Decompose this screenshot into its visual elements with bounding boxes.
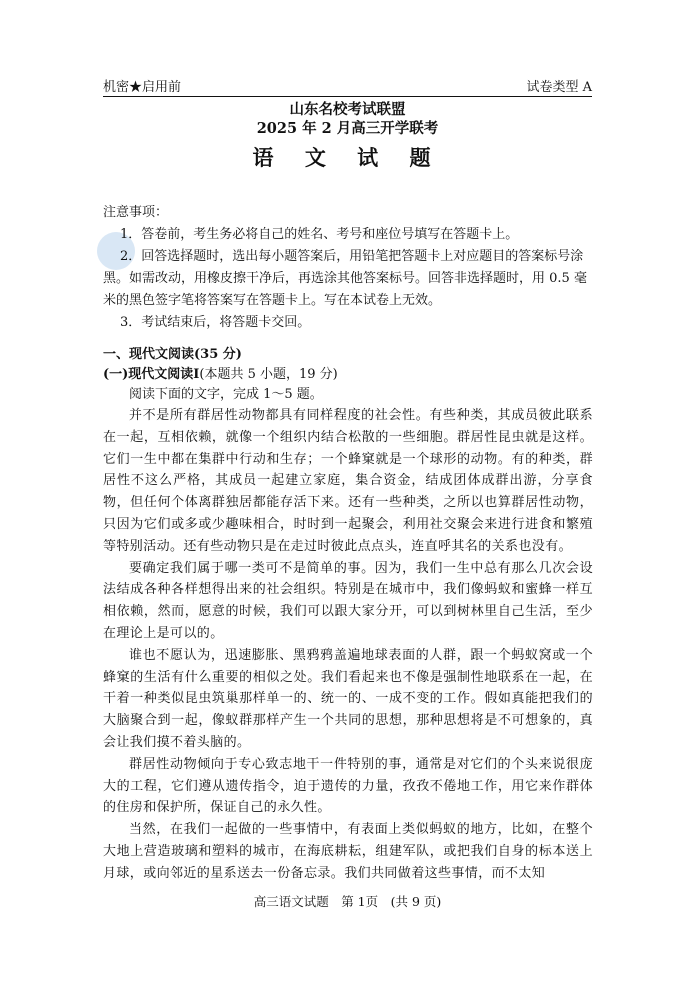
section-heading: 一、现代文阅读(35 分) (103, 347, 242, 362)
reading-section (103, 345, 593, 885)
passage-paragraph: 当然，在我们一起做的一些事情中，有表面上类似蚂蚁的地方，比如，在整个大地上营造玻璃和塑料的城市，在海底耕耘，组建军队，或把我们自身的标本送上月球，或向邻近的星系送去一份备忘录。我们共同做着这些事情，而不太知 (103, 822, 593, 881)
subject-title: 语 文 试 题 (252, 145, 443, 170)
subsection-heading (103, 365, 593, 385)
notice-heading: 注意事项： (103, 205, 169, 220)
notice-item: 2．回答选择题时，选出每小题答案后，用铅笔把答题卡上对应题目的答案标号涂黑。如需改动，用橡皮擦干净后，再选涂其他答案标号。回答非选择题时，用 0.5 毫米的黑色签字笔将答案写在答题卡上。写在本试卷上无效。 (103, 249, 587, 308)
confidential-label: 机密★启用前 (103, 80, 182, 95)
passage-paragraph: 谁也不愿认为，迅速膨胀、黑鸦鸦盖遍地球表面的人群，跟一个蚂蚁窝或一个蜂窠的生活有什么重要的相似之处。我们看起来也不像是强制性地联系在一起，在干着一种类似昆虫筑巢那样单一的、统一的、一成不变的工作。假如真能把我们的大脑聚合到一起，像蚁群那样产生一个共同的思想，那种思想将是不可想象的，真会让我们摸不着头脑的。 (103, 647, 593, 750)
header-rule (103, 96, 592, 97)
page-footer: 高三语文试题 第 1页 (共 9 页) (253, 894, 442, 909)
passage-paragraph: 要确定我们属于哪一类可不是简单的事。因为，我们一生中总有那么几次会设法结成各种各样想得出来的社会组织。特别是在城市中，我们像蚂蚁和蜜蜂一样互相依赖，然而，愿意的时候，我们可以跟大家分开，可以到树林里自己生活，至少在理论上是可以的。 (103, 560, 593, 641)
notice-item: 1．答卷前，考生务必将自己的姓名、考号和座位号填写在答题卡上。 (120, 227, 519, 242)
notice-block (103, 202, 593, 334)
reading-instruction: 阅读下面的文字，完成 1～5 题。 (129, 387, 323, 402)
subsection-note: (本题共 5 小题，19 分) (199, 367, 338, 382)
passage-paragraph: 群居性动物倾向于专心致志地干一件特别的事，通常是对它们的个头来说很庞大的工程，它们遵从遗传指令，迫于遗传的力量，孜孜不倦地工作，用它来作群体的住房和保护所，保证自己的永久性。 (103, 756, 593, 816)
title-block (0, 100, 695, 172)
exam-title: 2025 年 2 月高三开学联考 (256, 120, 439, 137)
subsection-title: (一)现代文阅读Ⅰ (103, 367, 200, 382)
passage-paragraph: 并不是所有群居性动物都具有同样程度的社会性。有些种类，其成员彼此联系在一起，互相依赖，就像一个组织内结合松散的一些细胞。群居性昆虫就是这样。它们一生中都在集群中行动和生存；一个蜂窠就是一个球形的动物。有的种类，群居性不这么严格，其成员一起建立家庭，集合资金，结成团体成群出游，分享食物，但任何个体离群独居都能存活下来。还有一些种类，之所以也算群居性动物，只因为它们或多或少趣味相合，时时到一起聚会，利用社交聚会来进行进食和繁殖等特别活动。还有些动物只是在走过时彼此点点头，连直呼其名的关系也没有。 (103, 408, 593, 554)
notice-item: 3．考试结束后，将答题卡交回。 (120, 315, 311, 330)
paper-type-label: 试卷类型 A (526, 80, 592, 95)
org-title: 山东名校考试联盟 (289, 101, 406, 118)
top-header (103, 76, 592, 96)
